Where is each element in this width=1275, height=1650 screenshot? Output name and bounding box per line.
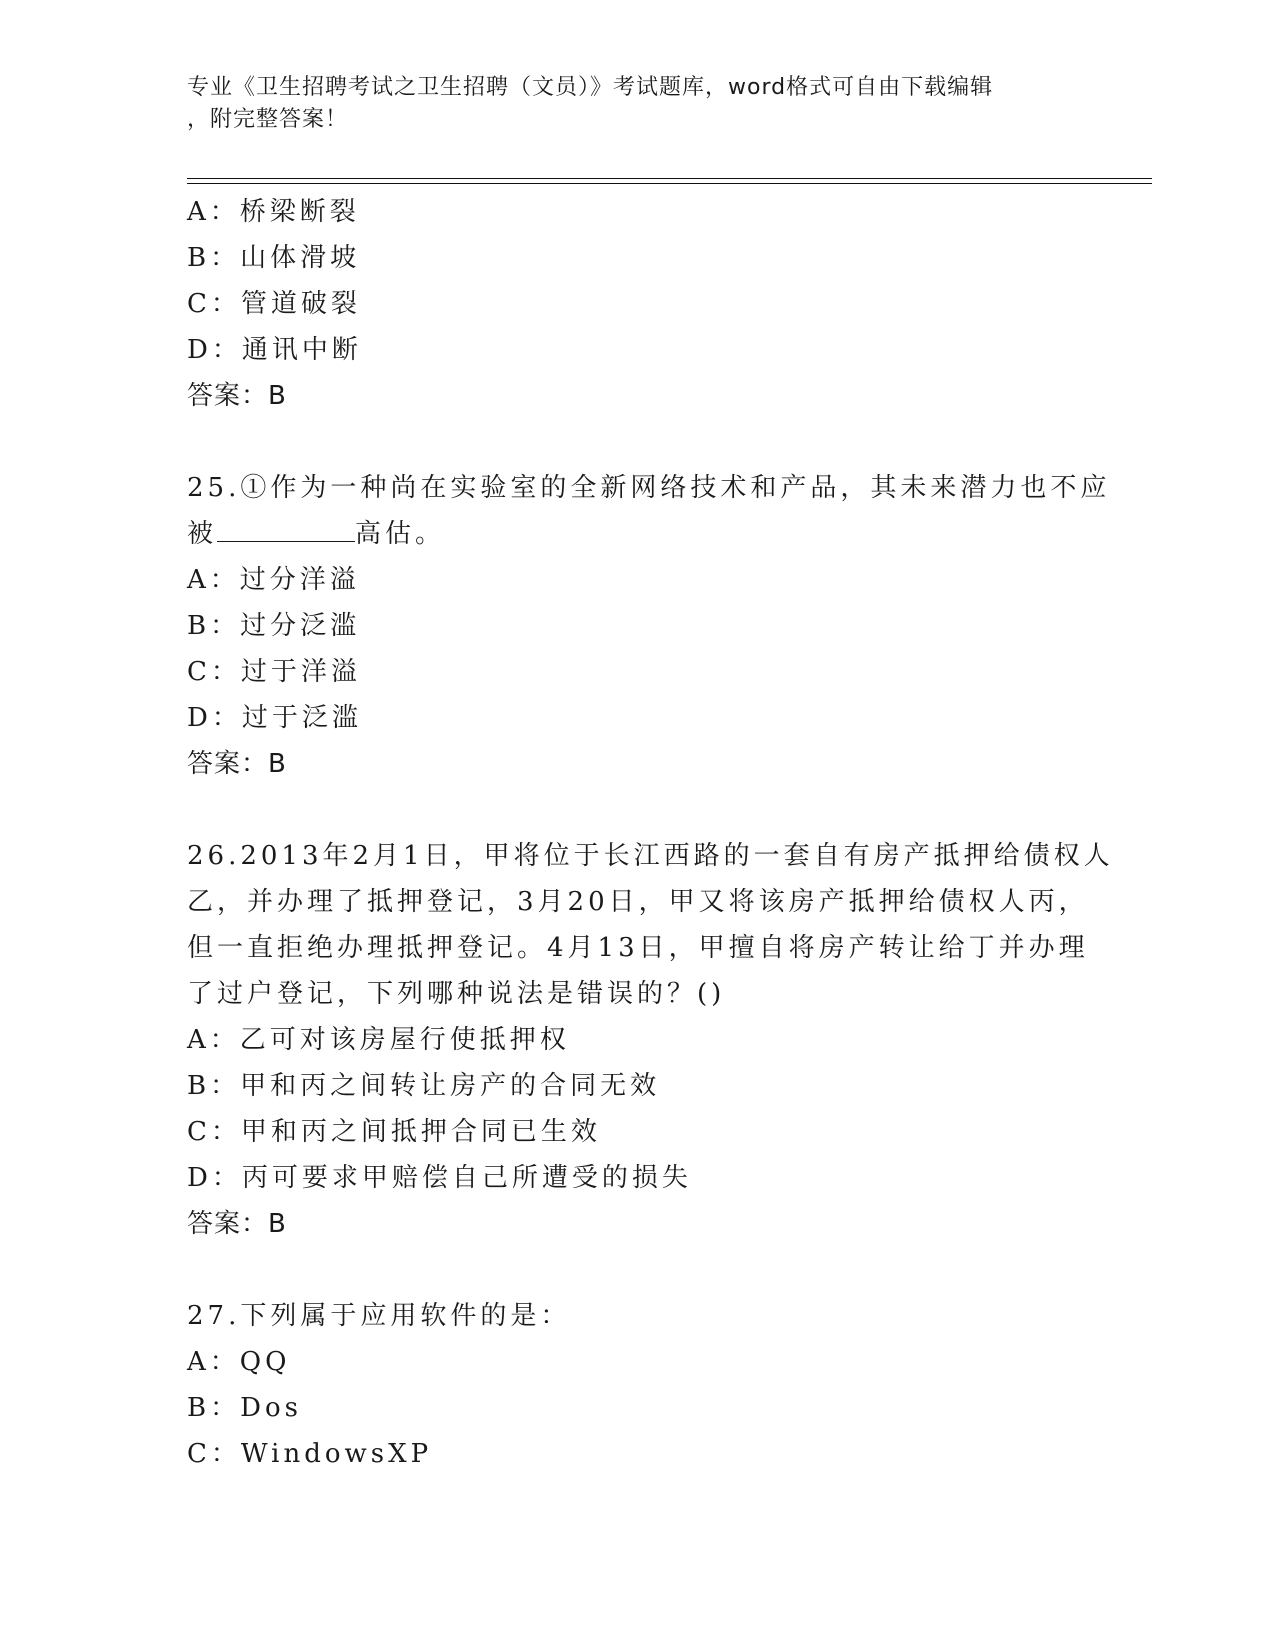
question-stem-line: 了过户登记，下列哪种说法是错误的？() bbox=[187, 979, 726, 1009]
question-body bbox=[187, 189, 1114, 1477]
spacer bbox=[187, 419, 1087, 465]
question-27 bbox=[187, 1293, 1087, 1477]
question-stem-line: 但一直拒绝办理抵押登记。4月13日，甲擅自将房产转让给丁并办理 bbox=[187, 933, 1089, 963]
option-a: A：过分洋溢 bbox=[187, 565, 360, 595]
option-a: A：QQ bbox=[187, 1347, 291, 1377]
option-b: B：Dos bbox=[187, 1393, 302, 1423]
question-stem-line: 26.2013年2月1日，甲将位于长江西路的一套自有房产抵押给债权人 bbox=[187, 841, 1114, 871]
option-c: C：过于洋溢 bbox=[187, 657, 361, 687]
fill-in-blank bbox=[217, 511, 355, 542]
spacer bbox=[187, 1247, 1087, 1293]
header-rule-bottom bbox=[187, 183, 1152, 184]
option-d: D：通讯中断 bbox=[187, 335, 362, 365]
option-c: C：WindowsXP bbox=[187, 1439, 433, 1469]
option-a: A：乙可对该房屋行使抵押权 bbox=[187, 1025, 570, 1055]
option-b: B：过分泛滥 bbox=[187, 611, 361, 641]
header-line-2: ，附完整答案！ bbox=[187, 107, 349, 132]
answer: 答案：B bbox=[187, 1209, 287, 1239]
option-c: C：管道破裂 bbox=[187, 289, 361, 319]
stem-text: 高估。 bbox=[355, 519, 446, 549]
header-rule-top bbox=[187, 178, 1152, 179]
option-a: A：桥梁断裂 bbox=[187, 197, 360, 227]
stem-text: 被 bbox=[187, 519, 218, 549]
spacer bbox=[187, 787, 1087, 833]
question-stem-line: 25.①作为一种尚在实验室的全新网络技术和产品，其未来潜力也不应 bbox=[187, 473, 1111, 503]
question-stem-line bbox=[187, 511, 1087, 557]
question-stem-line: 乙，并办理了抵押登记，3月20日，甲又将该房产抵押给债权人丙， bbox=[187, 887, 1089, 917]
page-header bbox=[187, 72, 1087, 136]
question-24 bbox=[187, 189, 1087, 419]
question-25 bbox=[187, 465, 1111, 787]
answer: 答案：B bbox=[187, 381, 287, 411]
question-stem-line: 27.下列属于应用软件的是： bbox=[187, 1301, 571, 1331]
option-b: B：山体滑坡 bbox=[187, 243, 361, 273]
option-d: D：过于泛滥 bbox=[187, 703, 362, 733]
question-26 bbox=[187, 833, 1114, 1247]
option-b: B：甲和丙之间转让房产的合同无效 bbox=[187, 1071, 661, 1101]
answer: 答案：B bbox=[187, 749, 287, 779]
header-line-1: 专业《卫生招聘考试之卫生招聘（文员）》考试题库，word格式可自由下载编辑 bbox=[187, 75, 994, 100]
option-c: C：甲和丙之间抵押合同已生效 bbox=[187, 1117, 601, 1147]
option-d: D：丙可要求甲赔偿自己所遭受的损失 bbox=[187, 1163, 692, 1193]
